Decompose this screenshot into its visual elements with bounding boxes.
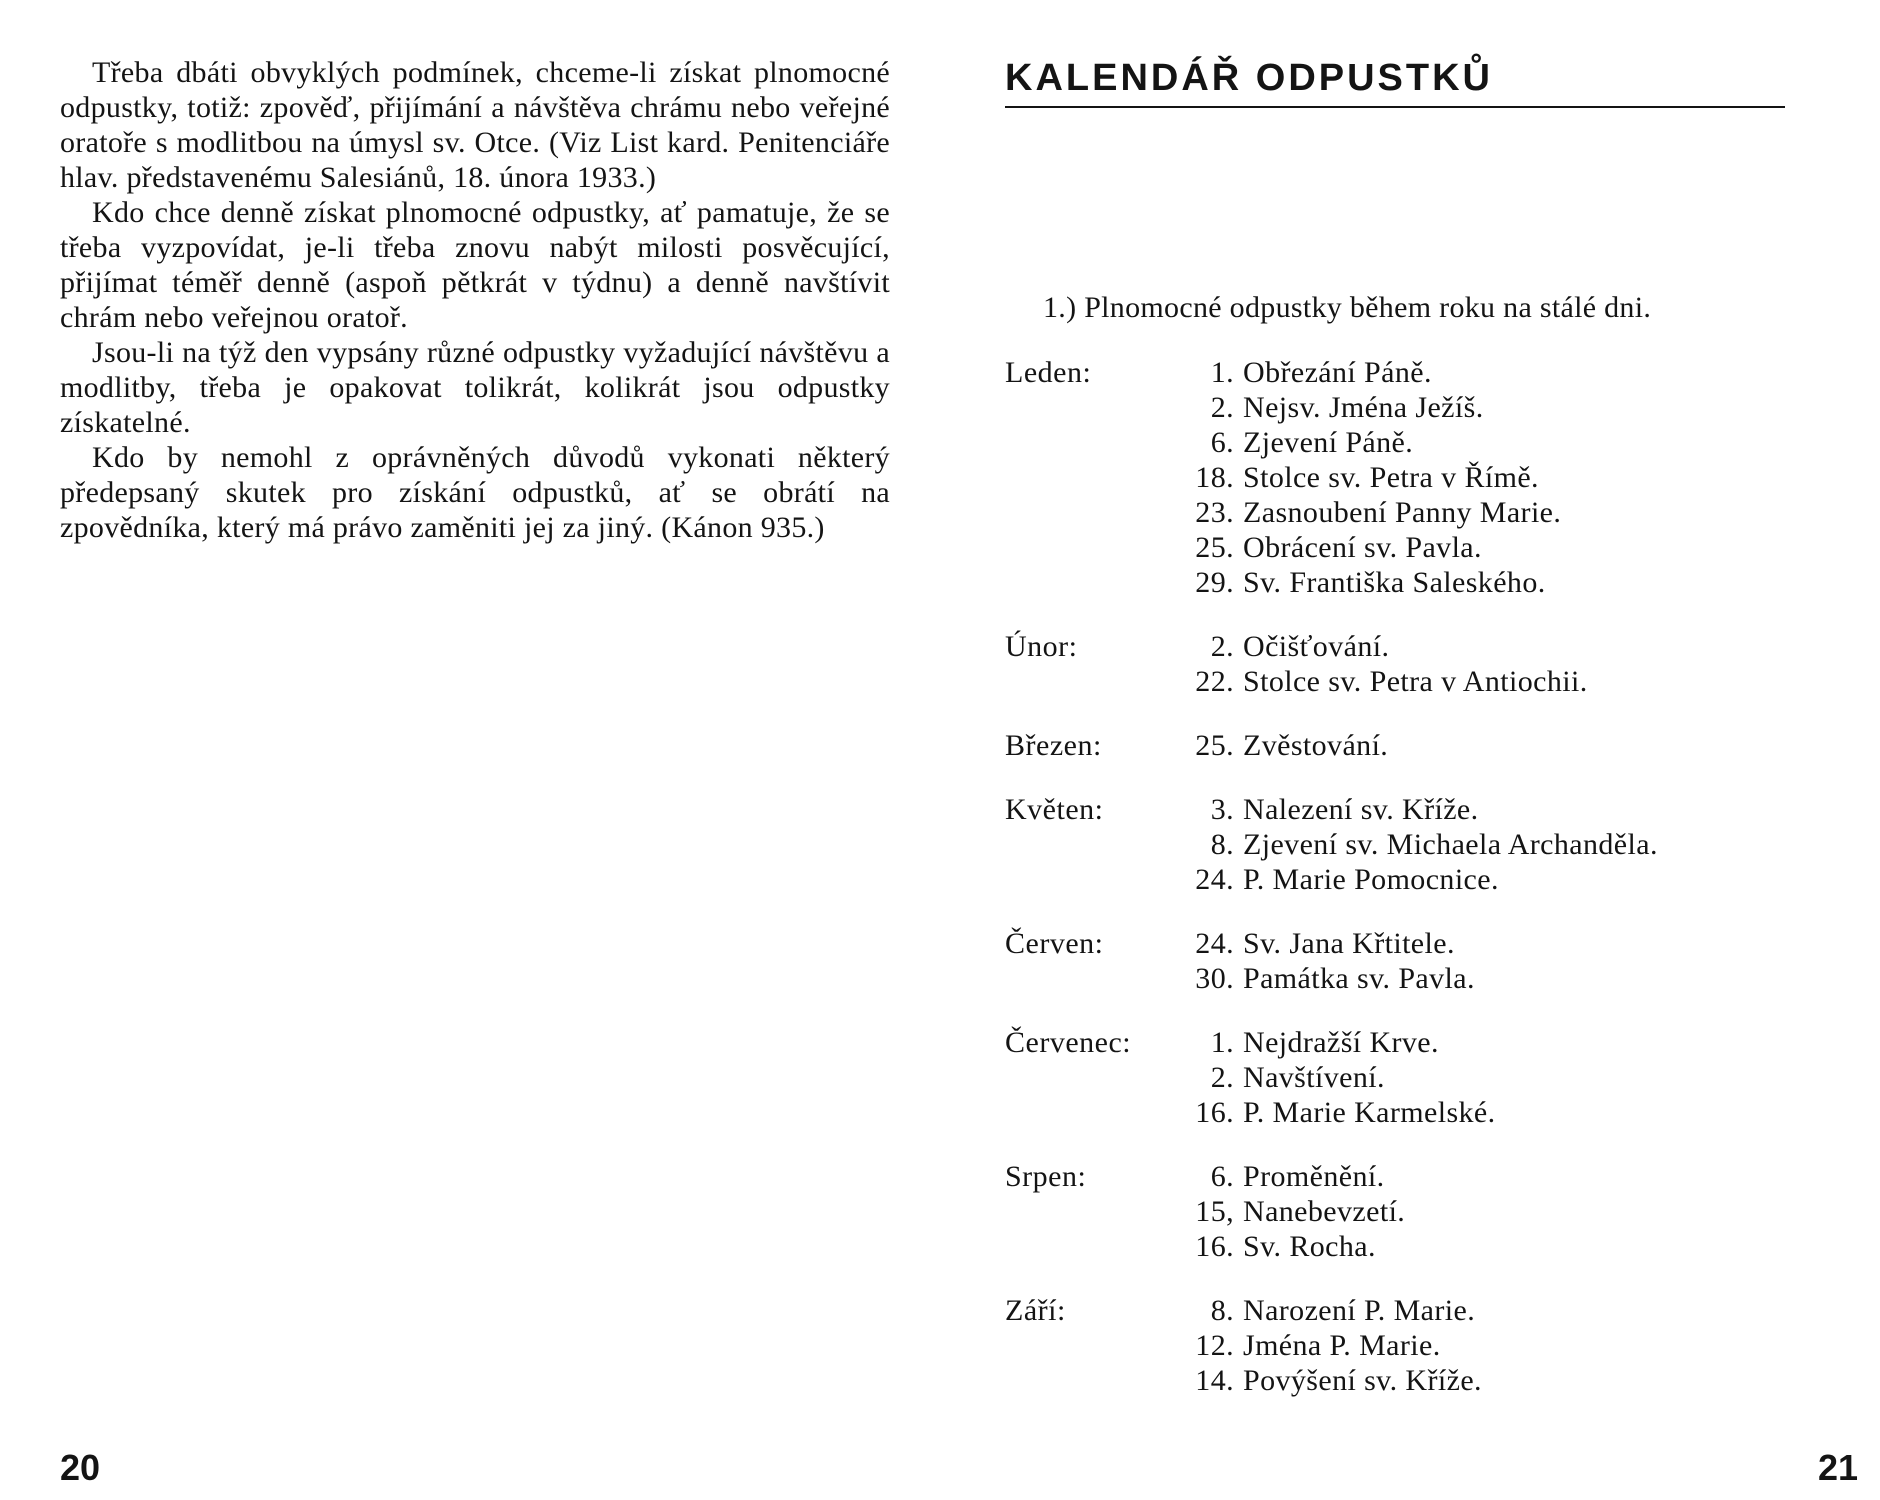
feast-item — [1180, 565, 1835, 600]
feast-day: 24. — [1195, 927, 1234, 960]
feast-item — [1180, 1060, 1835, 1095]
feast-day: 23. — [1195, 496, 1234, 529]
feast-name: Nanebevzetí. — [1243, 1195, 1406, 1228]
month-block — [1005, 792, 1835, 897]
month-name: Únor: — [1005, 630, 1078, 663]
feast-day: 14. — [1195, 1364, 1234, 1397]
page-number-left: 20 — [60, 1447, 101, 1488]
feast-item — [1180, 495, 1835, 530]
month-name: Srpen: — [1005, 1160, 1087, 1193]
feast-day: 2. — [1210, 630, 1234, 663]
feast-item — [1180, 1159, 1835, 1194]
heading-rule — [1005, 106, 1785, 108]
feast-list — [1005, 926, 1835, 996]
section-intro: 1.) Plnomocné odpustky během roku na stálé dni. — [1043, 291, 1652, 324]
feast-item — [1180, 460, 1835, 495]
feast-list — [1005, 355, 1835, 600]
feast-name: Obrácení sv. Pavla. — [1243, 531, 1482, 564]
feast-name: Zasnoubení Panny Marie. — [1243, 496, 1562, 529]
month-block — [1005, 1293, 1835, 1398]
feast-item — [1180, 1328, 1835, 1363]
paragraph: Jsou-li na týž den vypsány různé odpustky vyžadující návštěvu a modlitby, třeba je opakovat tolikrát, kolikrát jsou odpustky získatelné. — [60, 336, 890, 439]
feast-name: Nalezení sv. Kříže. — [1243, 793, 1479, 826]
month-block — [1005, 728, 1835, 763]
feast-item — [1180, 1363, 1835, 1398]
feast-day: 22. — [1195, 665, 1234, 698]
feast-name: P. Marie Karmelské. — [1243, 1096, 1496, 1129]
feast-item — [1180, 1194, 1835, 1229]
feast-name: Nejsv. Jména Ježíš. — [1243, 391, 1484, 424]
feast-name: Památka sv. Pavla. — [1243, 962, 1475, 995]
feast-item — [1180, 390, 1835, 425]
feast-name: Sv. Františka Saleského. — [1243, 566, 1546, 599]
month-name: Červen: — [1005, 927, 1104, 960]
feast-day: 6. — [1210, 1160, 1234, 1193]
paragraph: Třeba dbáti obvyklých podmínek, chceme-li získat plnomocné odpustky, totiž: zpověď, přijímání a návštěva chrámu nebo veřejné oratoře s modlitbou na úmysl sv. Otce. (Viz List kard. Penitenciáře hlav. představenému Salesiánů, 18. února 1933.) — [60, 56, 890, 194]
feast-day: 1. — [1210, 356, 1234, 389]
month-name: Červenec: — [1005, 1026, 1132, 1059]
feast-day: 16. — [1195, 1230, 1234, 1263]
feast-day: 25. — [1195, 729, 1234, 762]
month-block — [1005, 1025, 1835, 1130]
month-name: Leden: — [1005, 356, 1092, 389]
month-block — [1005, 1159, 1835, 1264]
paragraph: Kdo chce denně získat plnomocné odpustky, ať pamatuje, že se třeba vyzpovídat, je-li třeba znovu nabýt milosti posvěcující, přijímat téměř denně (aspoň pětkrát v týdnu) a denně navštívit chrám nebo veřejnou oratoř. — [60, 196, 890, 334]
month-name: Září: — [1005, 1294, 1066, 1327]
feast-name: Narození P. Marie. — [1243, 1294, 1476, 1327]
feast-name: Zjevení sv. Michaela Archanděla. — [1243, 828, 1658, 861]
feast-name: Jména P. Marie. — [1243, 1329, 1441, 1362]
feast-item — [1180, 664, 1835, 699]
feast-item — [1180, 425, 1835, 460]
feast-day: 25. — [1195, 531, 1234, 564]
feast-name: Sv. Jana Křtitele. — [1243, 927, 1455, 960]
feast-item — [1180, 355, 1835, 390]
feast-day: 2. — [1210, 1061, 1234, 1094]
feast-list — [1005, 792, 1835, 897]
feast-item — [1180, 926, 1835, 961]
feast-day: 29. — [1195, 566, 1234, 599]
page-number-right: 21 — [1817, 1447, 1858, 1488]
feast-list — [1005, 629, 1835, 699]
feast-name: Navštívení. — [1243, 1061, 1385, 1094]
feast-item — [1180, 792, 1835, 827]
feast-name: P. Marie Pomocnice. — [1243, 863, 1499, 896]
feast-item — [1180, 1229, 1835, 1264]
feast-name: Nejdražší Krve. — [1243, 1026, 1439, 1059]
body-text — [60, 55, 890, 545]
feast-item — [1180, 728, 1835, 763]
feast-item — [1180, 827, 1835, 862]
feast-name: Povýšení sv. Kříže. — [1243, 1364, 1482, 1397]
feast-day: 15, — [1195, 1195, 1234, 1228]
indulgence-calendar — [1005, 355, 1835, 1427]
feast-day: 6. — [1210, 426, 1234, 459]
feast-day: 2. — [1210, 391, 1234, 424]
month-name: Květen: — [1005, 793, 1104, 826]
feast-name: Proměnění. — [1243, 1160, 1385, 1193]
month-block — [1005, 629, 1835, 699]
month-name: Březen: — [1005, 729, 1102, 762]
feast-item — [1180, 1095, 1835, 1130]
feast-name: Obřezání Páně. — [1243, 356, 1432, 389]
feast-item — [1180, 629, 1835, 664]
feast-day: 24. — [1195, 863, 1234, 896]
feast-name: Stolce sv. Petra v Antiochii. — [1243, 665, 1588, 698]
paragraph: Kdo by nemohl z oprávněných důvodů vykonati některý předepsaný skutek pro získání odpustků, ať se obrátí na zpovědníka, který má právo zaměniti jej za jiný. (Kánon 935.) — [60, 441, 890, 544]
feast-day: 8. — [1210, 828, 1234, 861]
feast-item — [1180, 862, 1835, 897]
month-block — [1005, 926, 1835, 996]
feast-day: 1. — [1210, 1026, 1234, 1059]
feast-day: 12. — [1195, 1329, 1234, 1362]
feast-item — [1180, 961, 1835, 996]
feast-item — [1180, 530, 1835, 565]
feast-name: Zvěstování. — [1243, 729, 1389, 762]
month-block — [1005, 355, 1835, 600]
feast-name: Stolce sv. Petra v Římě. — [1243, 461, 1539, 494]
feast-day: 8. — [1210, 1294, 1234, 1327]
feast-name: Sv. Rocha. — [1243, 1230, 1376, 1263]
page-heading: KALENDÁŘ ODPUSTKŮ — [1005, 57, 1493, 99]
feast-name: Zjevení Páně. — [1243, 426, 1414, 459]
right-page — [940, 0, 1880, 1500]
feast-name: Očišťování. — [1243, 630, 1390, 663]
feast-list — [1005, 728, 1835, 763]
feast-day: 16. — [1195, 1096, 1234, 1129]
feast-list — [1005, 1293, 1835, 1398]
feast-day: 30. — [1195, 962, 1234, 995]
feast-day: 18. — [1195, 461, 1234, 494]
feast-list — [1005, 1159, 1835, 1264]
feast-item — [1180, 1025, 1835, 1060]
feast-day: 3. — [1210, 793, 1234, 826]
feast-item — [1180, 1293, 1835, 1328]
